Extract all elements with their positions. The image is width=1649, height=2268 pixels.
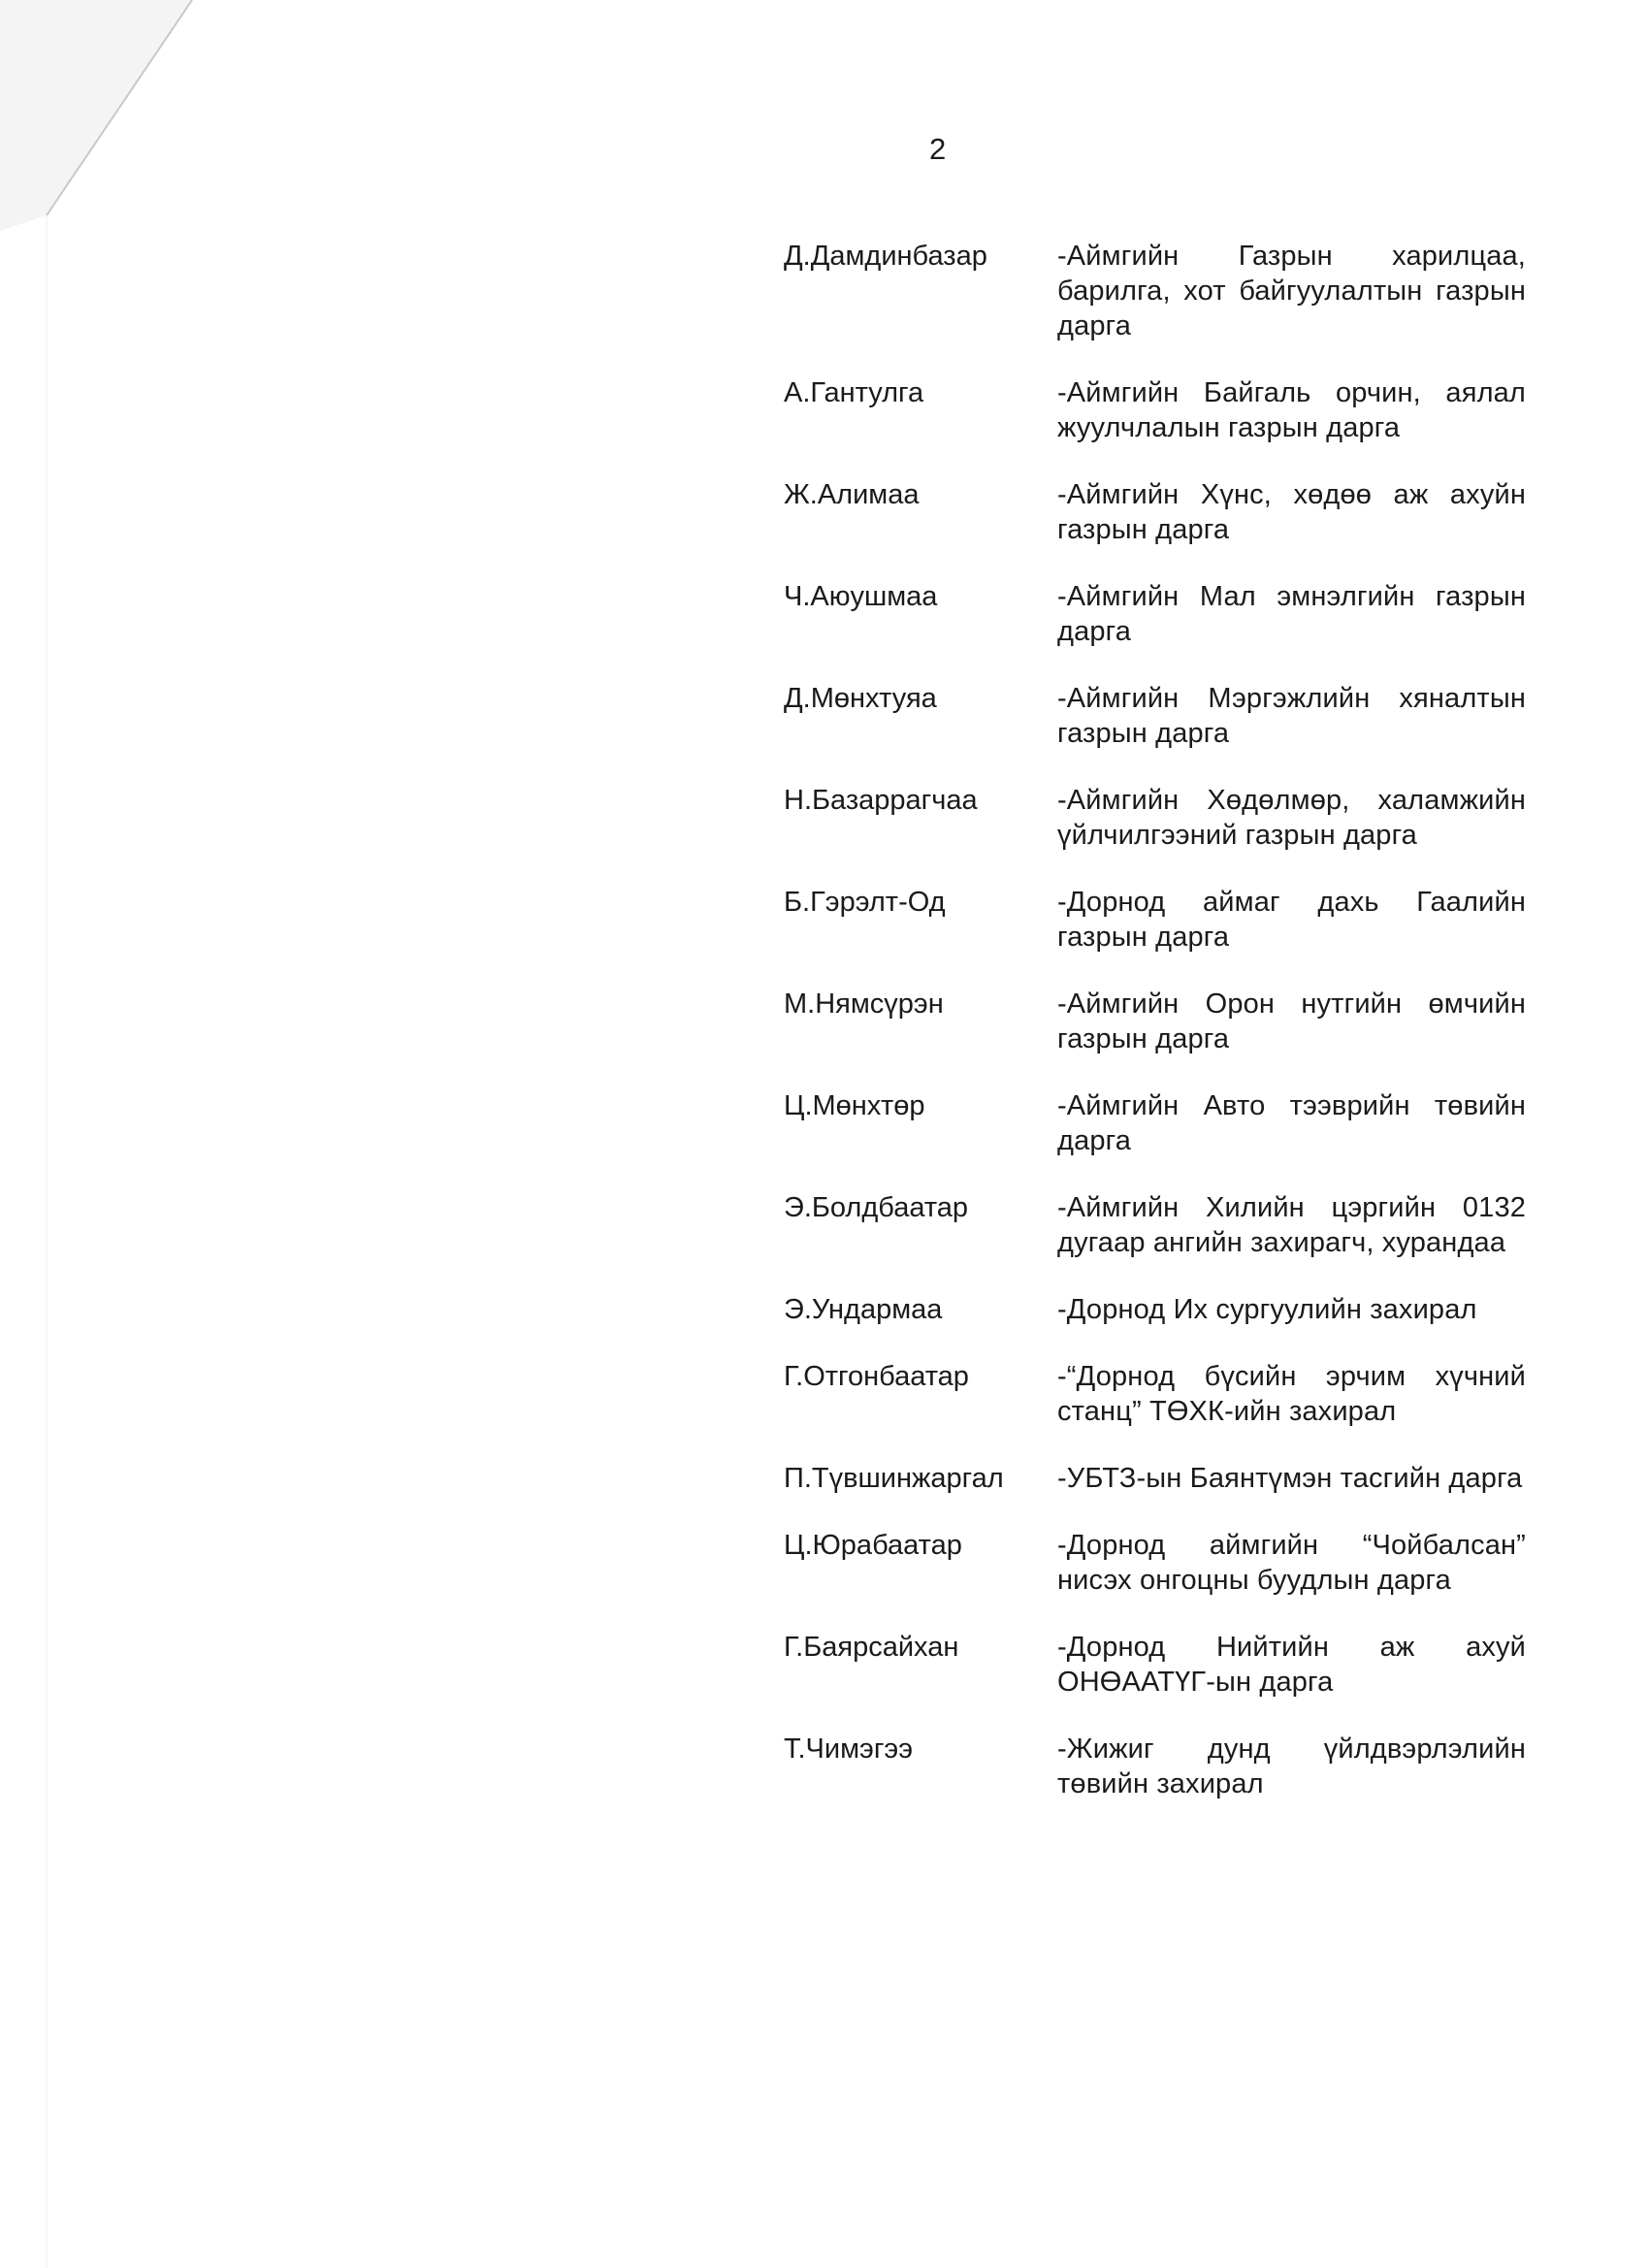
member-position: -Аймгийн Мэргэжлийн хяналтын газрын дарга [1057, 683, 1526, 749]
member-position: -Жижиг дунд үйлдвэрлэлийн төвийн захирал [1057, 1733, 1526, 1799]
member-row [784, 477, 1526, 547]
member-position: -Дорнод Нийтийн аж ахуй ОНӨААТҮГ-ын дарга [1057, 1632, 1526, 1698]
member-name: Б.Гэрэлт-Од [784, 887, 946, 918]
member-row [784, 1088, 1526, 1158]
member-row [784, 681, 1526, 751]
member-position: -Аймгийн Газрын харилцаа, барилга, хот байгуулалтын газрын дарга [1057, 241, 1526, 341]
member-position: -Аймгийн Хилийн цэргийн 0132 дугаар ангийн захирагч, хурандаа [1057, 1192, 1526, 1258]
member-name: Ж.Алимаа [784, 479, 920, 510]
member-name: Д.Мөнхтуяа [784, 683, 937, 714]
member-row [784, 1461, 1526, 1496]
page-number: 2 [929, 132, 947, 166]
member-name: Э.Болдбаатар [784, 1192, 969, 1223]
member-row [784, 783, 1526, 853]
member-name: Г.Отгонбаатар [784, 1361, 969, 1392]
member-position: -Дорнод аймгийн “Чойбалсан” нисэх онгоцны буудлын дарга [1057, 1530, 1526, 1596]
member-row [784, 579, 1526, 649]
member-name: Ч.Аюушмаа [784, 581, 938, 612]
member-name: Ц.Мөнхтөр [784, 1090, 925, 1121]
member-row [784, 375, 1526, 445]
member-position: -Аймгийн Авто тээврийн төвийн дарга [1057, 1090, 1526, 1156]
member-row [784, 1292, 1526, 1327]
member-position: -“Дорнод бүсийн эрчим хүчний станц” ТӨХК-ийн захирал [1057, 1361, 1526, 1427]
member-list [784, 239, 1526, 1833]
member-name: М.Нямсүрэн [784, 988, 944, 1020]
member-position: -Аймгийн Хөдөлмөр, халамжийн үйлчилгээний газрын дарга [1057, 785, 1526, 851]
member-position: -УБТЗ-ын Баянтүмэн тасгийн дарга [1057, 1463, 1523, 1494]
member-name: Н.Базаррагчаа [784, 785, 978, 816]
member-row [784, 1630, 1526, 1700]
member-name: Э.Ундармаа [784, 1294, 943, 1325]
member-name: Т.Чимэгээ [784, 1733, 913, 1765]
member-name: Д.Дамдинбазар [784, 241, 987, 272]
member-position: -Дорнод аймаг дахь Гаалийн газрын дарга [1057, 887, 1526, 953]
member-position: -Аймгийн Хүнс, хөдөө аж ахуйн газрын дарга [1057, 479, 1526, 545]
member-position: -Аймгийн Орон нутгийн өмчийн газрын дарга [1057, 988, 1526, 1054]
member-row [784, 239, 1526, 343]
member-row [784, 1190, 1526, 1260]
member-position: -Аймгийн Мал эмнэлгийн газрын дарга [1057, 581, 1526, 647]
member-name: П.Түвшинжаргал [784, 1463, 1004, 1494]
member-position: -Аймгийн Байгаль орчин, аялал жуулчлалын газрын дарга [1057, 377, 1526, 443]
member-name: Ц.Юрабаатар [784, 1530, 962, 1561]
member-row [784, 1528, 1526, 1598]
member-position: -Дорнод Их сургуулийн захирал [1057, 1294, 1477, 1325]
member-row [784, 987, 1526, 1056]
member-row [784, 1359, 1526, 1429]
member-name: А.Гантулга [784, 377, 924, 408]
member-row [784, 1732, 1526, 1801]
member-row [784, 885, 1526, 955]
member-name: Г.Баярсайхан [784, 1632, 959, 1663]
